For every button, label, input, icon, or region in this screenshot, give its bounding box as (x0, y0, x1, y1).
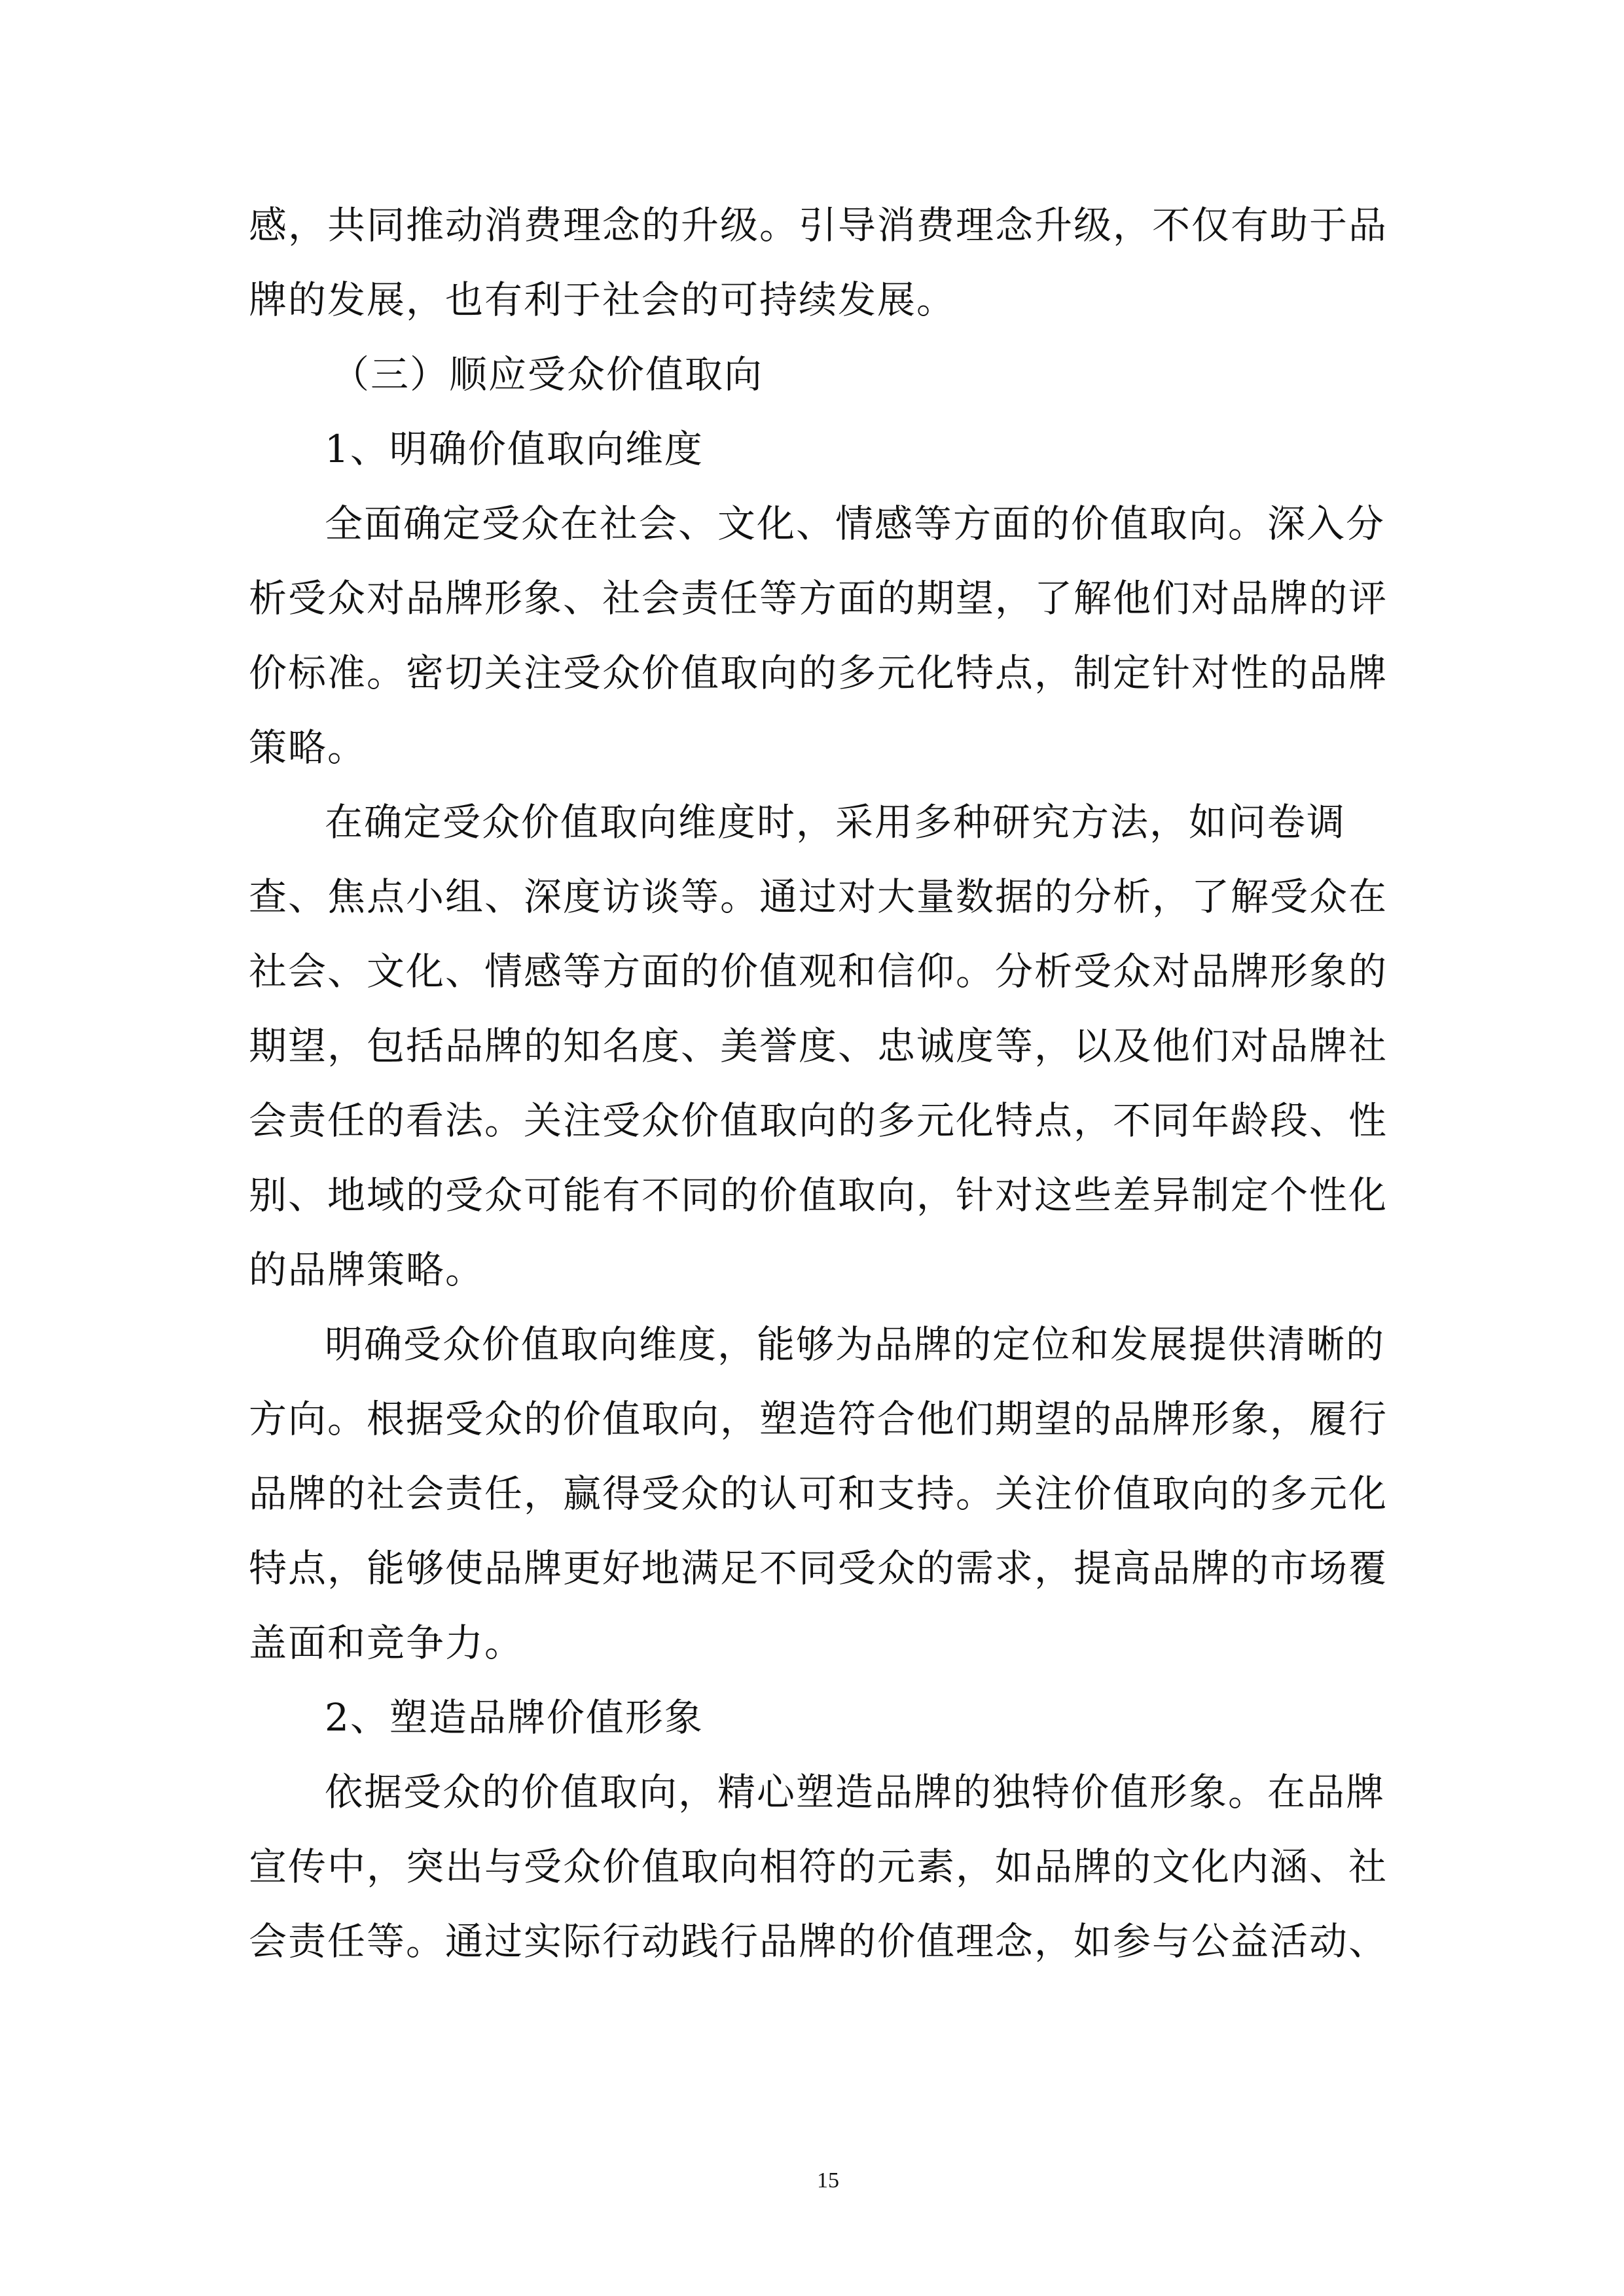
section-heading: （三）顺应受众价值取向 (331, 352, 764, 397)
body-text-line: 牌的发展，也有利于社会的可持续发展。 (249, 278, 956, 322)
body-text-line: 的品牌策略。 (249, 1247, 485, 1292)
body-text-line: 会责任等。通过实际行动践行品牌的价值理念，如参与公益活动、 (249, 1919, 1388, 1964)
body-text-line: 别、地域的受众可能有不同的价值取向，针对这些差异制定个性化 (249, 1173, 1388, 1217)
paragraph-first-line: 全面确定受众在社会、文化、情感等方面的价值取向。深入分 (325, 501, 1386, 546)
page-number: 15 (817, 2168, 839, 2193)
subsection-heading: 2、塑造品牌价值形象 (325, 1695, 704, 1740)
body-text-line: 方向。根据受众的价值取向，塑造符合他们期望的品牌形象，履行 (249, 1397, 1388, 1441)
paragraph-first-line: 在确定受众价值取向维度时，采用多种研究方法，如问卷调 (325, 800, 1346, 844)
body-text-line: 感，共同推动消费理念的升级。引导消费理念升级，不仅有助于品 (249, 203, 1388, 247)
body-text-line: 盖面和竞争力。 (249, 1621, 524, 1665)
body-text-line: 宣传中，突出与受众价值取向相符的元素，如品牌的文化内涵、社 (249, 1844, 1388, 1889)
subsection-heading: 1、明确价值取向维度 (325, 427, 704, 471)
body-text-line: 查、焦点小组、深度访谈等。通过对大量数据的分析，了解受众在 (249, 874, 1388, 919)
body-text-line: 会责任的看法。关注受众价值取向的多元化特点，不同年龄段、性 (249, 1098, 1388, 1143)
body-text-line: 析受众对品牌形象、社会责任等方面的期望，了解他们对品牌的评 (249, 576, 1388, 620)
body-text-line: 特点，能够使品牌更好地满足不同受众的需求，提高品牌的市场覆 (249, 1546, 1388, 1590)
body-text-line: 策略。 (249, 725, 367, 770)
body-text-line: 价标准。密切关注受众价值取向的多元化特点，制定针对性的品牌 (249, 651, 1388, 695)
body-text-line: 期望，包括品牌的知名度、美誉度、忠诚度等，以及他们对品牌社 (249, 1024, 1388, 1068)
body-text-line: 社会、文化、情感等方面的价值观和信仰。分析受众对品牌形象的 (249, 949, 1388, 994)
paragraph-first-line: 依据受众的价值取向，精心塑造品牌的独特价值形象。在品牌 (325, 1770, 1386, 1814)
paragraph-first-line: 明确受众价值取向维度，能够为品牌的定位和发展提供清晰的 (325, 1322, 1386, 1367)
body-text-line: 品牌的社会责任，赢得受众的认可和支持。关注价值取向的多元化 (249, 1471, 1388, 1516)
